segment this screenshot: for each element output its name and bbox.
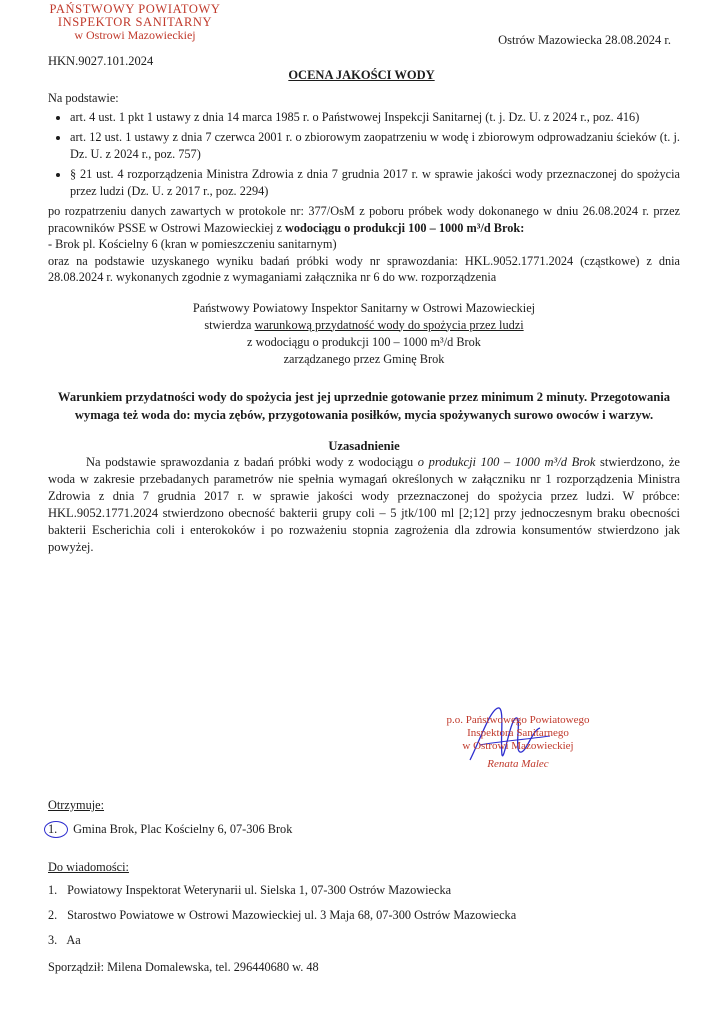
recipient-text: Gmina Brok, Plac Kościelny 6, 07-306 Brok — [73, 822, 293, 836]
stamp-line-1: PAŃSTWOWY POWIATOWY — [49, 2, 221, 16]
cc-text: Aa — [66, 933, 81, 947]
cc-number: 3. — [48, 933, 58, 947]
reasoning-part-2: stwierdzono, że woda w zakresie przebadanych parametrów nie spełnia wymagań określonych w załączniku nr 1 rozporządzenia Ministra Zdrowia z dnia 7 grudnia 2017 r. w sprawie jakości wody przeznaczonej do spożycia przez ludzi. W próbce: HKL.9052.1771.2024 stwierdzono obecność bakterii grupy coli – 5 jtk/100 ml [2;12] przy jednoczesnym braku obecności bakterii Escherichia coli i enterokoków i po rozważeniu stopnia zagrożenia dla zdrowia konsumentów stwierdzono jak powyżej. — [48, 455, 680, 554]
signature-line-2: Inspektora Sanitarnego — [467, 727, 569, 739]
recipients-header: Otrzymuje: — [48, 798, 105, 812]
reasoning-title: Uzasadnienie — [328, 438, 400, 453]
legal-basis-item: • art. 4 ust. 1 pkt 1 ustawy z dnia 14 marca 1985 r. o Państwowej Inspekcji Sanitarnej (t. j. Dz. U. z 2024 r., poz. 416) — [70, 109, 680, 126]
sample-point: - Brok pl. Kościelny 6 (kran w pomieszczeniu sanitarnym) — [48, 237, 337, 251]
recipients-list — [48, 821, 688, 838]
protocol-paragraph — [48, 203, 680, 236]
cc-number: 1. — [48, 883, 58, 897]
cc-number: 2. — [48, 908, 58, 922]
legal-basis-item: • art. 12 ust. 1 ustawy z dnia 7 czerwca 2001 r. o zbiorowym zaopatrzeniu w wodę i zbiorowym odprowadzaniu ścieków (t. j. Dz. U. z 2024 r., poz. 757) — [70, 129, 680, 162]
cc-section — [48, 860, 688, 948]
decision-block — [48, 300, 680, 368]
decision-operator: zarządzanego przez Gminę Brok — [283, 351, 445, 366]
signatory-name: Renata Malec — [487, 758, 549, 770]
decision-waterworks: z wodociągu o produkcji 100 – 1000 m³/d Brok — [247, 334, 481, 349]
legal-bases-list — [48, 109, 680, 200]
protocol-report: oraz na podstawie uzyskanego wyniku badań próbki wody nr sprawozdania: HKL.9052.1771.2024 (cząstkowe) z dnia 28.08.2024 r. wykonanych zgodnie z wymaganiami załącznika nr 6 do ww. rozporządzenia — [48, 253, 680, 284]
cc-text: Starostwo Powiatowe w Ostrowi Mazowieckiej ul. 3 Maja 68, 07-300 Ostrów Mazowiecka — [67, 908, 517, 922]
place-date: Ostrów Mazowiecka 28.08.2024 r. — [498, 33, 671, 47]
recipient-number: 1. — [44, 821, 68, 838]
legal-basis-item: • § 21 ust. 4 rozporządzenia Ministra Zdrowia z dnia 7 grudnia 2017 r. w sprawie jakości wody przeznaczonej do spożycia przez ludzi (Dz. U. z 2017 r., poz. 2294) — [70, 166, 680, 199]
cc-item — [48, 883, 688, 898]
cc-item — [48, 933, 688, 948]
stamp-line-2: INSPEKTOR SANITARNY — [57, 15, 213, 29]
protocol-waterworks: wodociągu o produkcji 100 – 1000 m³/d Brok: — [285, 220, 525, 235]
signature-stamp — [418, 714, 618, 771]
document-body — [48, 90, 680, 556]
reasoning-text — [48, 454, 680, 556]
recipient-item — [48, 821, 688, 838]
prepared-by: Sporządził: Milena Domalewska, tel. 296440680 w. 48 — [48, 960, 319, 974]
stamp-line-3: w Ostrowi Mazowieckiej — [74, 28, 196, 42]
decision-verdict: warunkową przydatność wody do spożycia przez ludzi — [254, 317, 524, 332]
distribution-section — [48, 798, 688, 958]
office-stamp — [40, 3, 230, 42]
decision-authority: Państwowy Powiatowy Inspektor Sanitarny w Ostrowi Mazowieckiej — [192, 300, 536, 315]
boiling-condition: Warunkiem przydatności wody do spożycia jest jej uprzednie gotowanie przez minimum 2 minuty. Przegotowania wymaga też woda do: mycia zębów, przygotowania posiłków, mycia spożywanych surowo owoców i warzyw. — [57, 389, 671, 422]
basis-intro: Na podstawie: — [48, 91, 119, 105]
protocol-text: po rozpatrzeniu danych zawartych w protokole nr: 377/OsM z poboru próbek wody dokonanego w dniu 26.08.2024 r. przez pracowników PSSE w Ostrowi Mazowieckiej z — [48, 204, 680, 235]
reference-number: HKN.9027.101.2024 — [48, 54, 154, 68]
cc-header: Do wiadomości: — [48, 860, 129, 874]
decision-statement — [48, 317, 680, 334]
reasoning-italic: o produkcji 100 – 1000 m³/d Brok — [417, 455, 596, 469]
document-title: OCENA JAKOŚCI WODY — [288, 68, 435, 82]
signature-line-1: p.o. Państwowego Powiatowego — [446, 714, 590, 726]
cc-list — [48, 883, 688, 948]
signature-line-3: w Ostrowi Mazowieckiej — [462, 740, 574, 752]
decision-prefix: stwierdza — [204, 317, 255, 332]
cc-text: Powiatowy Inspektorat Weterynarii ul. Sielska 1, 07-300 Ostrów Mazowiecka — [67, 883, 452, 897]
cc-item — [48, 908, 688, 923]
reasoning-part-1: Na podstawie sprawozdania z badań próbki wody z wodociągu — [86, 455, 418, 469]
